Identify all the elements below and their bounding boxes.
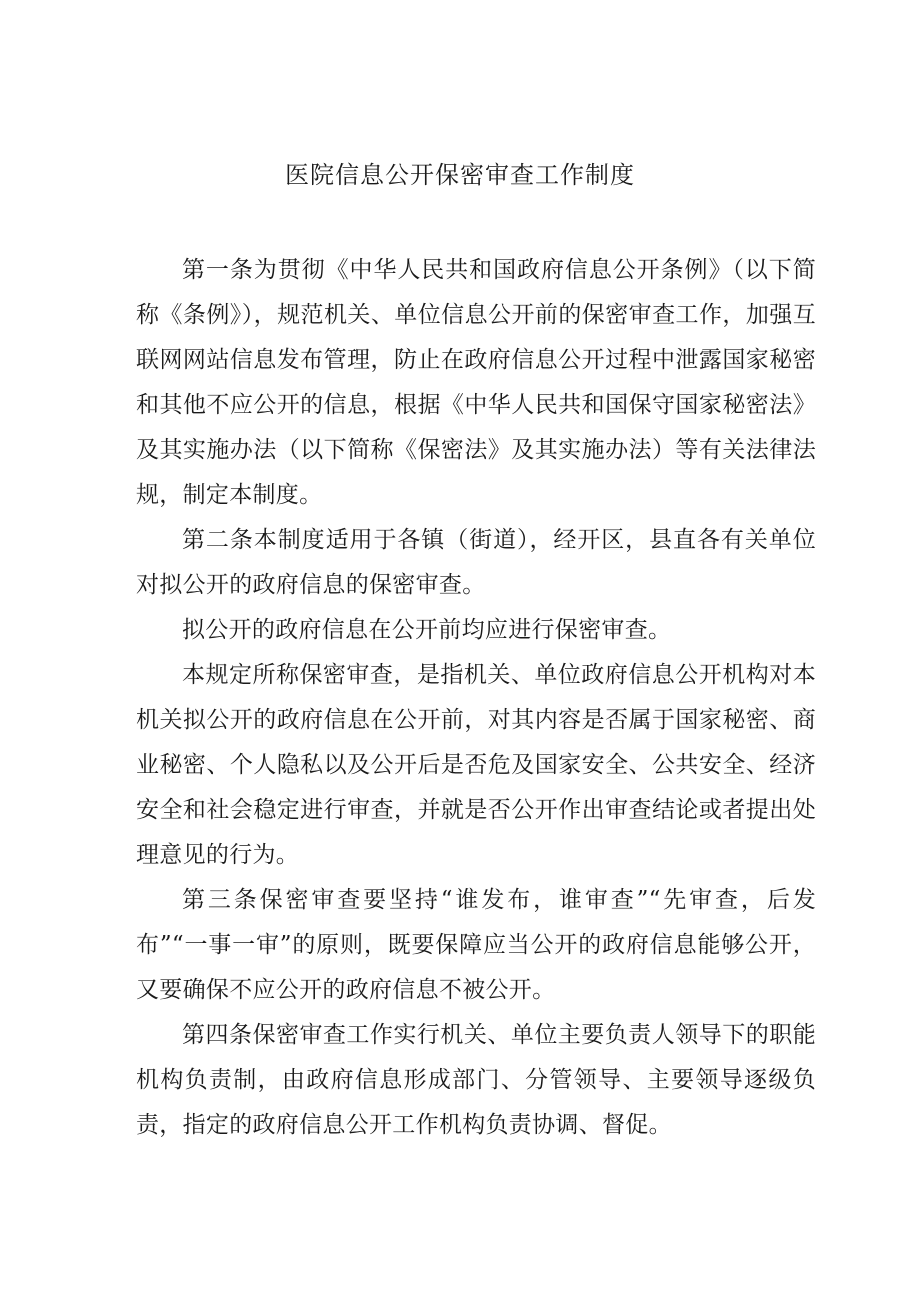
paragraph-article-4: 第四条保密审查工作实行机关、单位主要负责人领导下的职能机构负责制，由政府信息形成部门、分管领导、主要领导逐级负责，指定的政府信息公开工作机构负责协调、督促。 — [136, 1022, 816, 1138]
paragraph-article-3: 第三条保密审查要坚持“谁发布，谁审查”“先审查，后发布”“一事一审”的原则，既要保障应当公开的政府信息能够公开，又要确保不应公开的政府信息不被公开。 — [136, 887, 816, 1003]
document-title: 医院信息公开保密审查工作制度 — [285, 161, 635, 189]
document-body — [136, 248, 816, 1148]
paragraph-review-requirement: 拟公开的政府信息在公开前均应进行保密审查。 — [182, 617, 672, 643]
paragraph-article-1: 第一条为贯彻《中华人民共和国政府信息公开条例》（以下简称《条例》），规范机关、单位信息公开前的保密审查工作，加强互联网网站信息发布管理，防止在政府信息公开过程中泄露国家秘密和其他不应公开的信息，根据《中华人民共和国保守国家秘密法》及其实施办法（以下简称《保密法》及其实施办法）等有关法律法规，制定本制度。 — [136, 257, 816, 508]
paragraph-review-definition: 本规定所称保密审查，是指机关、单位政府信息公开机构对本机关拟公开的政府信息在公开前，对其内容是否属于国家秘密、商业秘密、个人隐私以及公开后是否危及国家安全、公共安全、经济安全和社会稳定进行审查，并就是否公开作出审查结论或者提出处理意见的行为。 — [136, 662, 816, 868]
paragraph-article-2: 第二条本制度适用于各镇（街道），经开区，县直各有关单位对拟公开的政府信息的保密审查。 — [136, 527, 816, 598]
